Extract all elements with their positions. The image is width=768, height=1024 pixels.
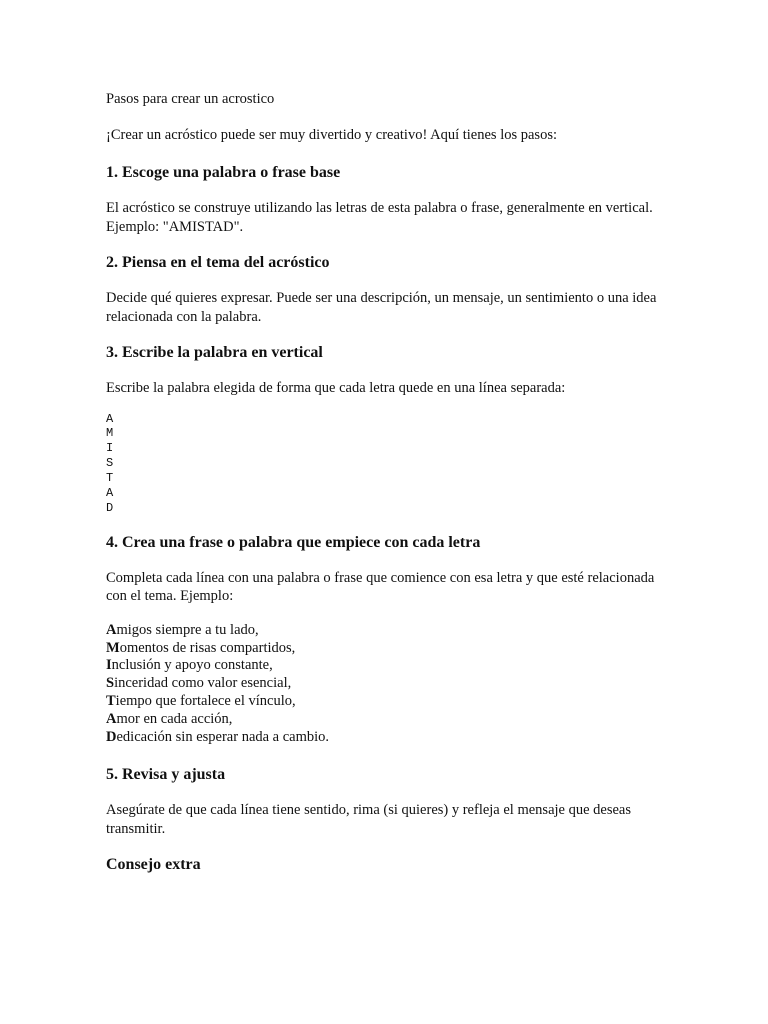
- acrostic-rest: migos siempre a tu lado,: [116, 621, 259, 638]
- acrostic-rest: inceridad como valor esencial,: [114, 675, 292, 692]
- step-1-heading: 1. Escoge una palabra o frase base: [106, 164, 341, 181]
- acrostic-initial: D: [106, 728, 117, 745]
- intro-paragraph: ¡Crear un acróstico puede ser muy divertido y creativo! Aquí tienes los pasos:: [106, 126, 557, 143]
- step-5-body: Asegúrate de que cada línea tiene sentido, rima (si quieres) y refleja el mensaje que deseas transmitir.: [106, 802, 631, 837]
- vertical-letter: D: [106, 500, 114, 515]
- step-3-body: Escribe la palabra elegida de forma que cada letra quede en una línea separada:: [106, 380, 566, 396]
- acrostic-line: [106, 622, 666, 640]
- step-2-heading: 2. Piensa en el tema del acróstico: [106, 254, 330, 271]
- acrostic-rest: nclusión y apoyo constante,: [111, 657, 273, 674]
- acrostic-initial: A: [106, 621, 117, 638]
- vertical-letter: I: [106, 441, 114, 456]
- acrostic-line: [106, 729, 666, 747]
- step-5-heading: 5. Revisa y ajusta: [106, 766, 226, 784]
- step-2-body: Decide qué quieres expresar. Puede ser una descripción, un mensaje, un sentimiento o una idea relacionada con la palabra.: [106, 290, 657, 325]
- acrostic-initial: T: [106, 693, 116, 710]
- document-body: [106, 90, 666, 875]
- vertical-letter: A: [106, 411, 114, 426]
- acrostic-initial: I: [106, 657, 112, 674]
- step-1-body: El acróstico se construye utilizando las letras de esta palabra o frase, generalmente en vertical. Ejemplo: "AMISTAD".: [106, 200, 653, 235]
- acrostic-rest: mor en cada acción,: [116, 710, 233, 727]
- vertical-letter: A: [106, 486, 114, 501]
- acrostic-line: [106, 640, 666, 658]
- acrostic-initial: M: [106, 639, 120, 656]
- step-3-heading: 3. Escribe la palabra en vertical: [106, 344, 323, 361]
- vertical-word: [106, 412, 666, 516]
- acrostic-rest: omentos de risas compartidos,: [119, 639, 296, 656]
- acrostic-example: [106, 622, 666, 747]
- step-4-heading: 4. Crea una frase o palabra que empiece con cada letra: [106, 533, 481, 551]
- acrostic-initial: A: [106, 710, 117, 727]
- acrostic-line: [106, 693, 666, 711]
- acrostic-line: [106, 711, 666, 729]
- acrostic-initial: S: [106, 675, 115, 692]
- vertical-letter: M: [106, 426, 114, 441]
- vertical-letter: S: [106, 456, 114, 471]
- step-4-body: Completa cada línea con una palabra o frase que comience con esa letra y que esté relacionada con el tema. Ejemplo:: [106, 569, 655, 605]
- acrostic-line: [106, 657, 666, 675]
- document-title: Pasos para crear un acrostico: [106, 91, 275, 107]
- acrostic-rest: iempo que fortalece el vínculo,: [115, 693, 296, 710]
- vertical-letter: T: [106, 471, 114, 486]
- acrostic-rest: edicación sin esperar nada a cambio.: [116, 728, 330, 745]
- acrostic-line: [106, 675, 666, 693]
- extra-heading: Consejo extra: [106, 856, 201, 874]
